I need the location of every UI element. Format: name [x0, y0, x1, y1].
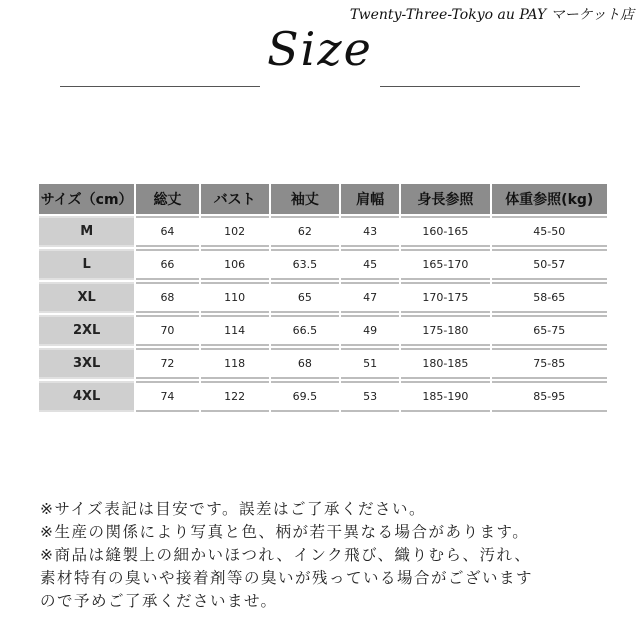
cell-height-ref: 160-165: [401, 216, 489, 247]
header-shoulder: 肩幅: [341, 184, 399, 214]
table-row: [39, 249, 607, 280]
title-divider-left: [60, 86, 260, 87]
table-row: [39, 381, 607, 412]
table-header-row: [39, 184, 607, 214]
cell-height-ref: 185-190: [401, 381, 489, 412]
header-height-ref: 身長参照: [401, 184, 489, 214]
cell-shoulder: 49: [341, 315, 399, 346]
cell-bust: 110: [201, 282, 269, 313]
cell-bust: 122: [201, 381, 269, 412]
header-length: 総丈: [136, 184, 198, 214]
table-row: [39, 216, 607, 247]
table-row: [39, 282, 607, 313]
cell-shoulder: 53: [341, 381, 399, 412]
note-line: ので予めご了承くださいませ。: [40, 592, 278, 610]
note-line: ※生産の関係により写真と色、柄が若干異なる場合があります。: [40, 523, 530, 541]
cell-size: L: [39, 249, 134, 280]
cell-weight-ref: 45-50: [492, 216, 607, 247]
cell-weight-ref: 65-75: [492, 315, 607, 346]
cell-weight-ref: 50-57: [492, 249, 607, 280]
header-weight-ref: 体重参照(kg): [492, 184, 607, 214]
cell-size: 2XL: [39, 315, 134, 346]
cell-size: XL: [39, 282, 134, 313]
cell-weight-ref: 75-85: [492, 348, 607, 379]
notes-block: [40, 498, 620, 613]
cell-weight-ref: 85-95: [492, 381, 607, 412]
cell-shoulder: 47: [341, 282, 399, 313]
cell-bust: 106: [201, 249, 269, 280]
title-divider-right: [380, 86, 580, 87]
cell-bust: 118: [201, 348, 269, 379]
cell-length: 68: [136, 282, 198, 313]
cell-height-ref: 165-170: [401, 249, 489, 280]
cell-size: 3XL: [39, 348, 134, 379]
note-line: 素材特有の臭いや接着剤等の臭いが残っている場合がございます: [40, 569, 534, 587]
cell-shoulder: 45: [341, 249, 399, 280]
header-bust: バスト: [201, 184, 269, 214]
table-row: [39, 315, 607, 346]
cell-sleeve: 62: [271, 216, 339, 247]
size-table: [37, 182, 609, 414]
page-title: Size: [267, 22, 373, 76]
shop-name: Twenty-Three-Tokyo au PAY マーケット店: [349, 7, 634, 23]
cell-length: 72: [136, 348, 198, 379]
cell-length: 70: [136, 315, 198, 346]
table-row: [39, 348, 607, 379]
cell-bust: 114: [201, 315, 269, 346]
header-size: サイズ（cm）: [39, 184, 134, 214]
cell-length: 64: [136, 216, 198, 247]
cell-bust: 102: [201, 216, 269, 247]
cell-height-ref: 180-185: [401, 348, 489, 379]
cell-height-ref: 170-175: [401, 282, 489, 313]
cell-sleeve: 68: [271, 348, 339, 379]
note-line: ※サイズ表記は目安です。誤差はご了承ください。: [40, 500, 427, 518]
cell-sleeve: 65: [271, 282, 339, 313]
cell-sleeve: 69.5: [271, 381, 339, 412]
cell-length: 74: [136, 381, 198, 412]
cell-shoulder: 43: [341, 216, 399, 247]
cell-size: 4XL: [39, 381, 134, 412]
cell-shoulder: 51: [341, 348, 399, 379]
header-sleeve: 袖丈: [271, 184, 339, 214]
cell-weight-ref: 58-65: [492, 282, 607, 313]
cell-height-ref: 175-180: [401, 315, 489, 346]
cell-sleeve: 63.5: [271, 249, 339, 280]
note-line: ※商品は縫製上の細かいほつれ、インク飛び、織りむら、汚れ、: [40, 546, 532, 564]
cell-length: 66: [136, 249, 198, 280]
cell-sleeve: 66.5: [271, 315, 339, 346]
cell-size: M: [39, 216, 134, 247]
